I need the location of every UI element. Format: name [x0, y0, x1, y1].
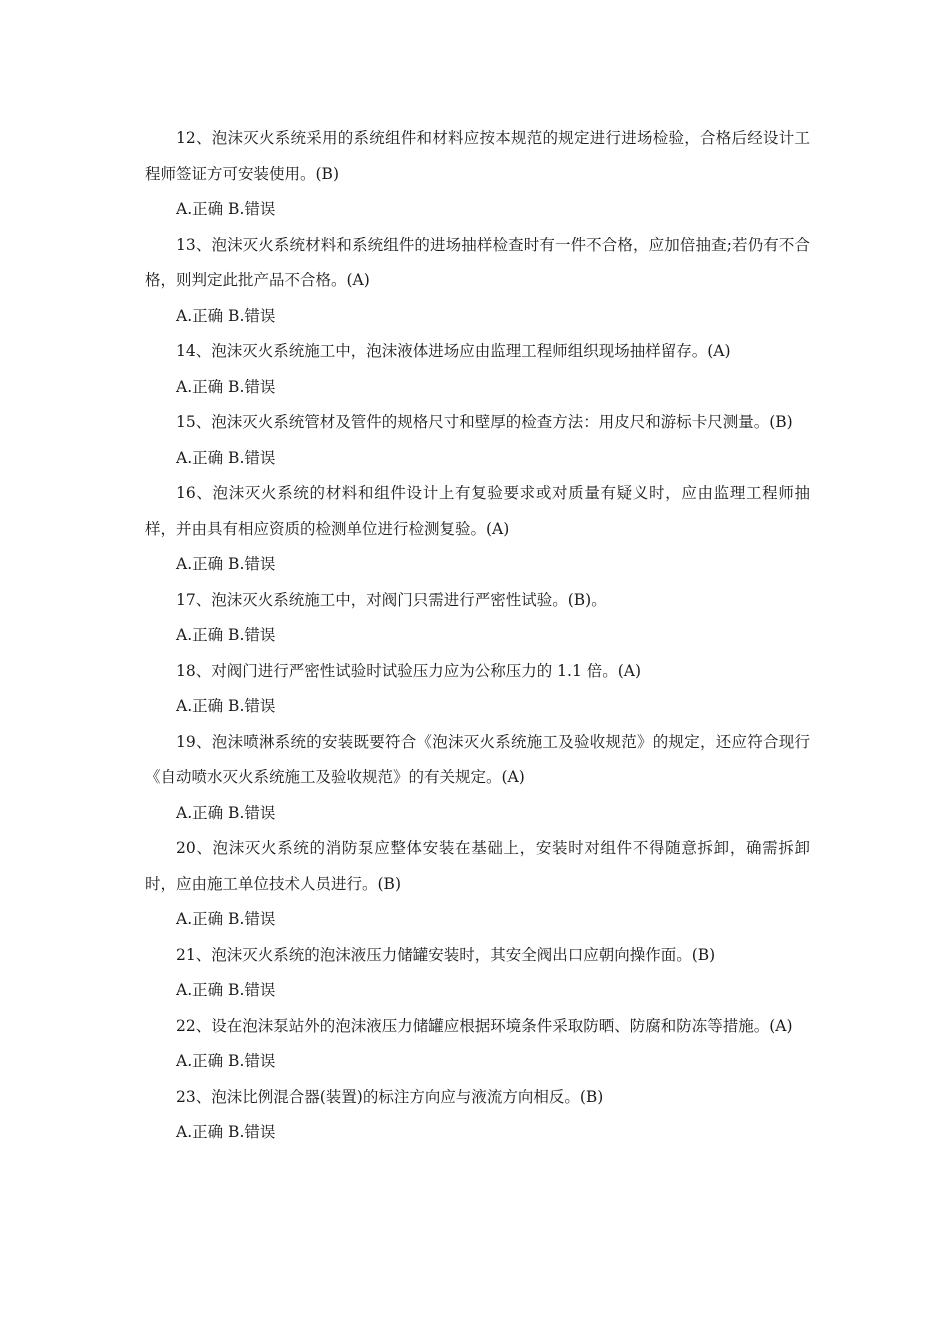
question-21: 21、泡沫灭火系统的泡沫液压力储罐安装时，其安全阀出口应朝向操作面。(B) [176, 945, 716, 964]
question-14: 14、泡沫灭火系统施工中，泡沫液体进场应由监理工程师组织现场抽样留存。(A) [176, 342, 731, 360]
question-22: 22、设在泡沫泵站外的泡沫液压力储罐应根据环境条件采取防晒、防腐和防冻等措施。(A) [176, 1016, 793, 1035]
answer-options: A.正确 B.错误 [176, 306, 276, 325]
question-12: 12、泡沫灭火系统采用的系统组件和材料应按本规范的规定进行进场检验，合格后经设计工程师签证方可安装使用。(B) [145, 129, 810, 183]
answer-options: A.正确 B.错误 [176, 1123, 276, 1141]
answer-options: A.正确 B.错误 [176, 981, 276, 999]
question-23: 23、泡沫比例混合器(装置)的标注方向应与液流方向相反。(B) [176, 1087, 604, 1106]
answer-options: A.正确 B.错误 [176, 1052, 276, 1070]
answer-options: A.正确 B.错误 [176, 200, 276, 218]
question-16: 16、泡沫灭火系统的材料和组件设计上有复验要求或对质量有疑义时，应由监理工程师抽样，并由具有相应资质的检测单位进行检测复验。(A) [145, 484, 810, 538]
answer-options: A.正确 B.错误 [176, 448, 276, 467]
answer-options: A.正确 B.错误 [176, 377, 276, 396]
answer-options: A.正确 B.错误 [176, 697, 276, 715]
question-19: 19、泡沫喷淋系统的安装既要符合《泡沫灭火系统施工及验收规范》的规定，还应符合现行《自动喷水灭火系统施工及验收规范》的有关规定。(A) [145, 732, 810, 786]
answer-options: A.正确 B.错误 [176, 626, 276, 644]
question-20: 20、泡沫灭火系统的消防泵应整体安装在基础上，安装时对组件不得随意拆卸，确需拆卸时，应由施工单位技术人员进行。(B) [145, 839, 810, 893]
question-15: 15、泡沫灭火系统管材及管件的规格尺寸和壁厚的检查方法：用皮尺和游标卡尺测量。(B) [176, 413, 793, 431]
question-17: 17、泡沫灭火系统施工中，对阀门只需进行严密性试验。(B)。 [176, 590, 607, 609]
question-18: 18、对阀门进行严密性试验时试验压力应为公称压力的 1.1 倍。(A) [176, 661, 642, 680]
answer-options: A.正确 B.错误 [176, 555, 276, 573]
question-13: 13、泡沫灭火系统材料和系统组件的进场抽样检查时有一件不合格，应加倍抽查;若仍有不合格，则判定此批产品不合格。(A) [145, 235, 810, 289]
question-list [145, 121, 810, 1151]
answer-options: A.正确 B.错误 [176, 803, 276, 822]
answer-options: A.正确 B.错误 [176, 910, 276, 928]
